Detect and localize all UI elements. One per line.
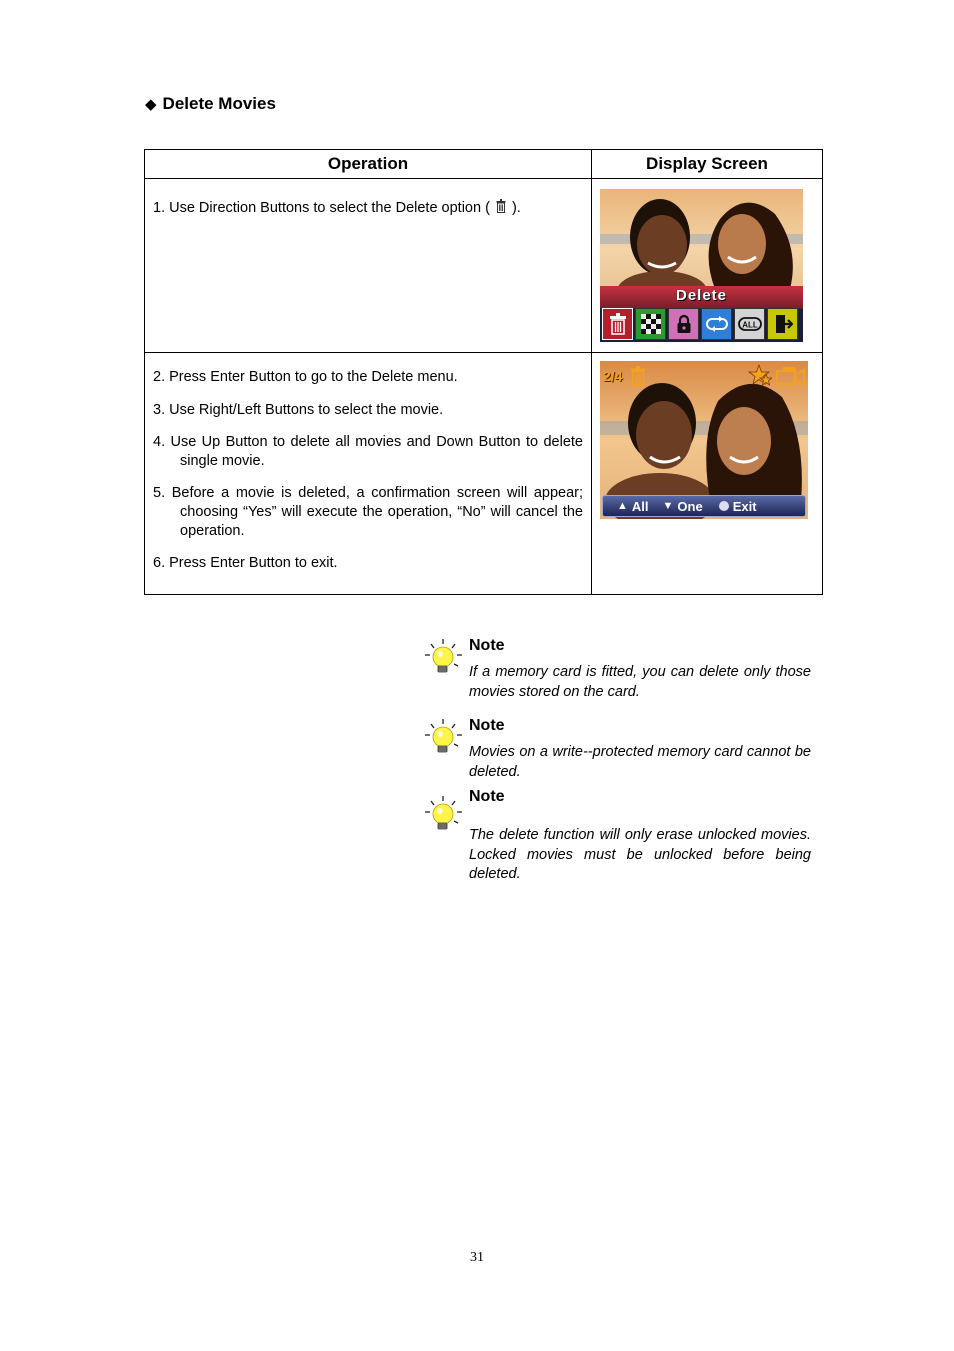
trash-icon[interactable] xyxy=(602,308,633,340)
operation-table xyxy=(144,149,823,595)
menu-icons xyxy=(602,308,798,340)
display-screen-header: Display Screen xyxy=(592,150,823,179)
movie-mode-icon xyxy=(776,366,806,386)
note-title: Note xyxy=(469,788,505,805)
delete-all-button[interactable]: ▲ All xyxy=(617,498,649,514)
up-arrow-icon: ▲ xyxy=(617,500,628,512)
menu-label: Delete xyxy=(675,287,728,304)
mosaic-icon[interactable] xyxy=(635,308,666,340)
display-cell-2 xyxy=(592,353,823,595)
movie-counter: 2/4 xyxy=(603,368,623,384)
svg-text:ALL: ALL xyxy=(741,320,758,330)
step-2: 2. Press Enter Button to go to the Delete menu. xyxy=(153,369,458,385)
exit-button[interactable]: Exit xyxy=(719,499,757,514)
step-1: 1. Use Direction Buttons to select the Delete option ( ). xyxy=(153,200,521,216)
lightbulb-icon xyxy=(423,717,465,757)
delete-menu-screen xyxy=(600,189,803,342)
note-body: Movies on a write--protected memory card cannot be deleted. xyxy=(469,744,811,780)
note-title: Note xyxy=(469,717,505,734)
step-5: 5. Before a movie is deleted, a confirmation screen will appear; choosing “Yes” will execute the operation, “No” will cancel the operation. xyxy=(153,485,583,539)
note-title: Note xyxy=(469,637,505,654)
display-cell-1 xyxy=(592,179,823,353)
lightbulb-icon xyxy=(423,637,465,677)
page-number: 31 xyxy=(470,1250,484,1265)
step-6: 6. Press Enter Button to exit. xyxy=(153,555,338,571)
delete-confirm-screen xyxy=(600,361,808,519)
operation-cell-2 xyxy=(145,353,592,595)
lightbulb-icon xyxy=(423,794,465,834)
section-heading xyxy=(145,94,276,114)
step-3: 3. Use Right/Left Buttons to select the movie. xyxy=(153,402,444,418)
note-body: The delete function will only erase unlocked movies. Locked movies must be unlocked before being deleted. xyxy=(469,827,811,882)
delete-one-button[interactable]: ▼ One xyxy=(662,498,703,514)
operation-cell-1 xyxy=(145,179,592,353)
repeat-all-icon[interactable] xyxy=(734,308,765,340)
section-title: Delete Movies xyxy=(162,94,276,113)
exit-door-icon[interactable] xyxy=(767,308,798,340)
trash-icon xyxy=(630,366,646,386)
star-quality-icon xyxy=(746,364,772,388)
diamond-bullet-icon: ◆ xyxy=(145,96,157,113)
lock-icon[interactable] xyxy=(668,308,699,340)
trash-icon xyxy=(496,199,506,213)
confirm-button-bar xyxy=(602,495,806,517)
note-body: If a memory card is fitted, you can delete only those movies stored on the card. xyxy=(469,664,811,700)
couple-photo xyxy=(600,189,803,289)
repeat-icon[interactable] xyxy=(701,308,732,340)
step-4: 4. Use Up Button to delete all movies and Down Button to delete single movie. xyxy=(153,434,583,469)
down-arrow-icon: ▼ xyxy=(662,500,674,512)
operation-header: Operation xyxy=(145,150,592,179)
enter-button-icon xyxy=(719,501,729,511)
